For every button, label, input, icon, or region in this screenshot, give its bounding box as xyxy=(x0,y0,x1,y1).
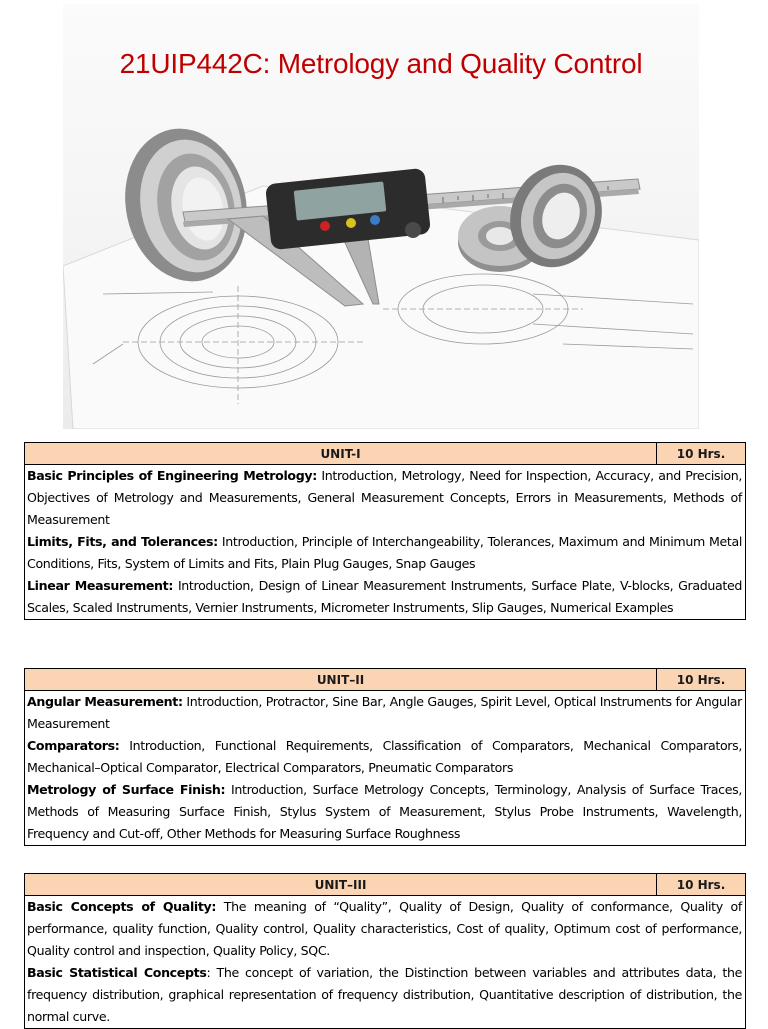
unit-2-content xyxy=(25,691,746,846)
banner-image xyxy=(63,4,699,429)
topic-text: Introduction, Principle of Interchangeability, Tolerances, Maximum and Minimum Metal Conditions, Fits, System of Limits and Fits, Plain Plug Gauges, Snap Gauges xyxy=(27,534,742,571)
topic-paragraph xyxy=(27,575,742,619)
topic-paragraph xyxy=(27,962,742,1028)
unit-2-hours: 10 Hrs. xyxy=(657,669,746,691)
topic-text: Introduction, Metrology, Need for Inspection, Accuracy, and Precision, Objectives of Metrology and Measurements, General Measurement Concepts, Errors in Measurements, Methods of Measurement xyxy=(27,468,742,527)
unit-1-content xyxy=(25,465,746,620)
topic-heading: Metrology of Surface Finish: xyxy=(27,782,226,797)
topic-paragraph xyxy=(27,691,742,735)
topic-heading: Comparators: xyxy=(27,738,120,753)
topic-heading: Basic Principles of Engineering Metrology: xyxy=(27,468,317,483)
unit-3-content xyxy=(25,896,746,1029)
topic-heading: Limits, Fits, and Tolerances: xyxy=(27,534,218,549)
topic-paragraph xyxy=(27,735,742,779)
topic-text: Introduction, Functional Requirements, Classification of Comparators, Mechanical Comparators, Mechanical–Optical Comparator, Electrical Comparators, Pneumatic Comparators xyxy=(27,738,742,775)
unit-2-title: UNIT–II xyxy=(25,669,657,691)
topic-text: The meaning of “Quality”, Quality of Design, Quality of conformance, Quality of performance, quality function, Quality control, Quality characteristics, Cost of quality, Optimum cost of performance, Quality control and inspection, Quality Policy, SQC. xyxy=(27,899,742,958)
unit-1-table xyxy=(24,442,746,620)
topic-heading: Basic Concepts of Quality: xyxy=(27,899,217,914)
topic-text: : The concept of variation, the Distinction between variables and attributes data, the frequency distribution, graphical representation of frequency distribution, Quantitative description of distribution, the normal curve. xyxy=(27,965,743,1024)
topic-paragraph xyxy=(27,779,742,845)
topic-text: Introduction, Protractor, Sine Bar, Angle Gauges, Spirit Level, Optical Instruments for Angular Measurement xyxy=(27,694,742,731)
topic-paragraph xyxy=(27,531,742,575)
topic-paragraph xyxy=(27,465,742,531)
topic-heading: Angular Measurement: xyxy=(27,694,183,709)
unit-2-table xyxy=(24,668,746,846)
unit-3-hours: 10 Hrs. xyxy=(657,874,746,896)
topic-heading: Linear Measurement: xyxy=(27,578,174,593)
topic-heading: Basic Statistical Concepts xyxy=(27,965,207,980)
course-title: 21UIP442C: Metrology and Quality Control xyxy=(119,48,643,79)
unit-1-hours: 10 Hrs. xyxy=(657,443,746,465)
topic-text: Introduction, Surface Metrology Concepts, Terminology, Analysis of Surface Traces, Methods of Measuring Surface Finish, Stylus System of Measurement, Stylus Probe Instruments, Wavelength, Frequency and Cut-off, Other Methods for Measuring Surface Roughness xyxy=(27,782,742,841)
topic-text: Introduction, Design of Linear Measurement Instruments, Surface Plate, V-blocks, Graduated Scales, Scaled Instruments, Vernier Instruments, Micrometer Instruments, Slip Gauges, Numerical Examples xyxy=(27,578,743,615)
unit-3-title: UNIT–III xyxy=(25,874,657,896)
topic-paragraph xyxy=(27,896,742,962)
unit-1-title: UNIT-I xyxy=(25,443,657,465)
unit-3-table xyxy=(24,873,746,1029)
